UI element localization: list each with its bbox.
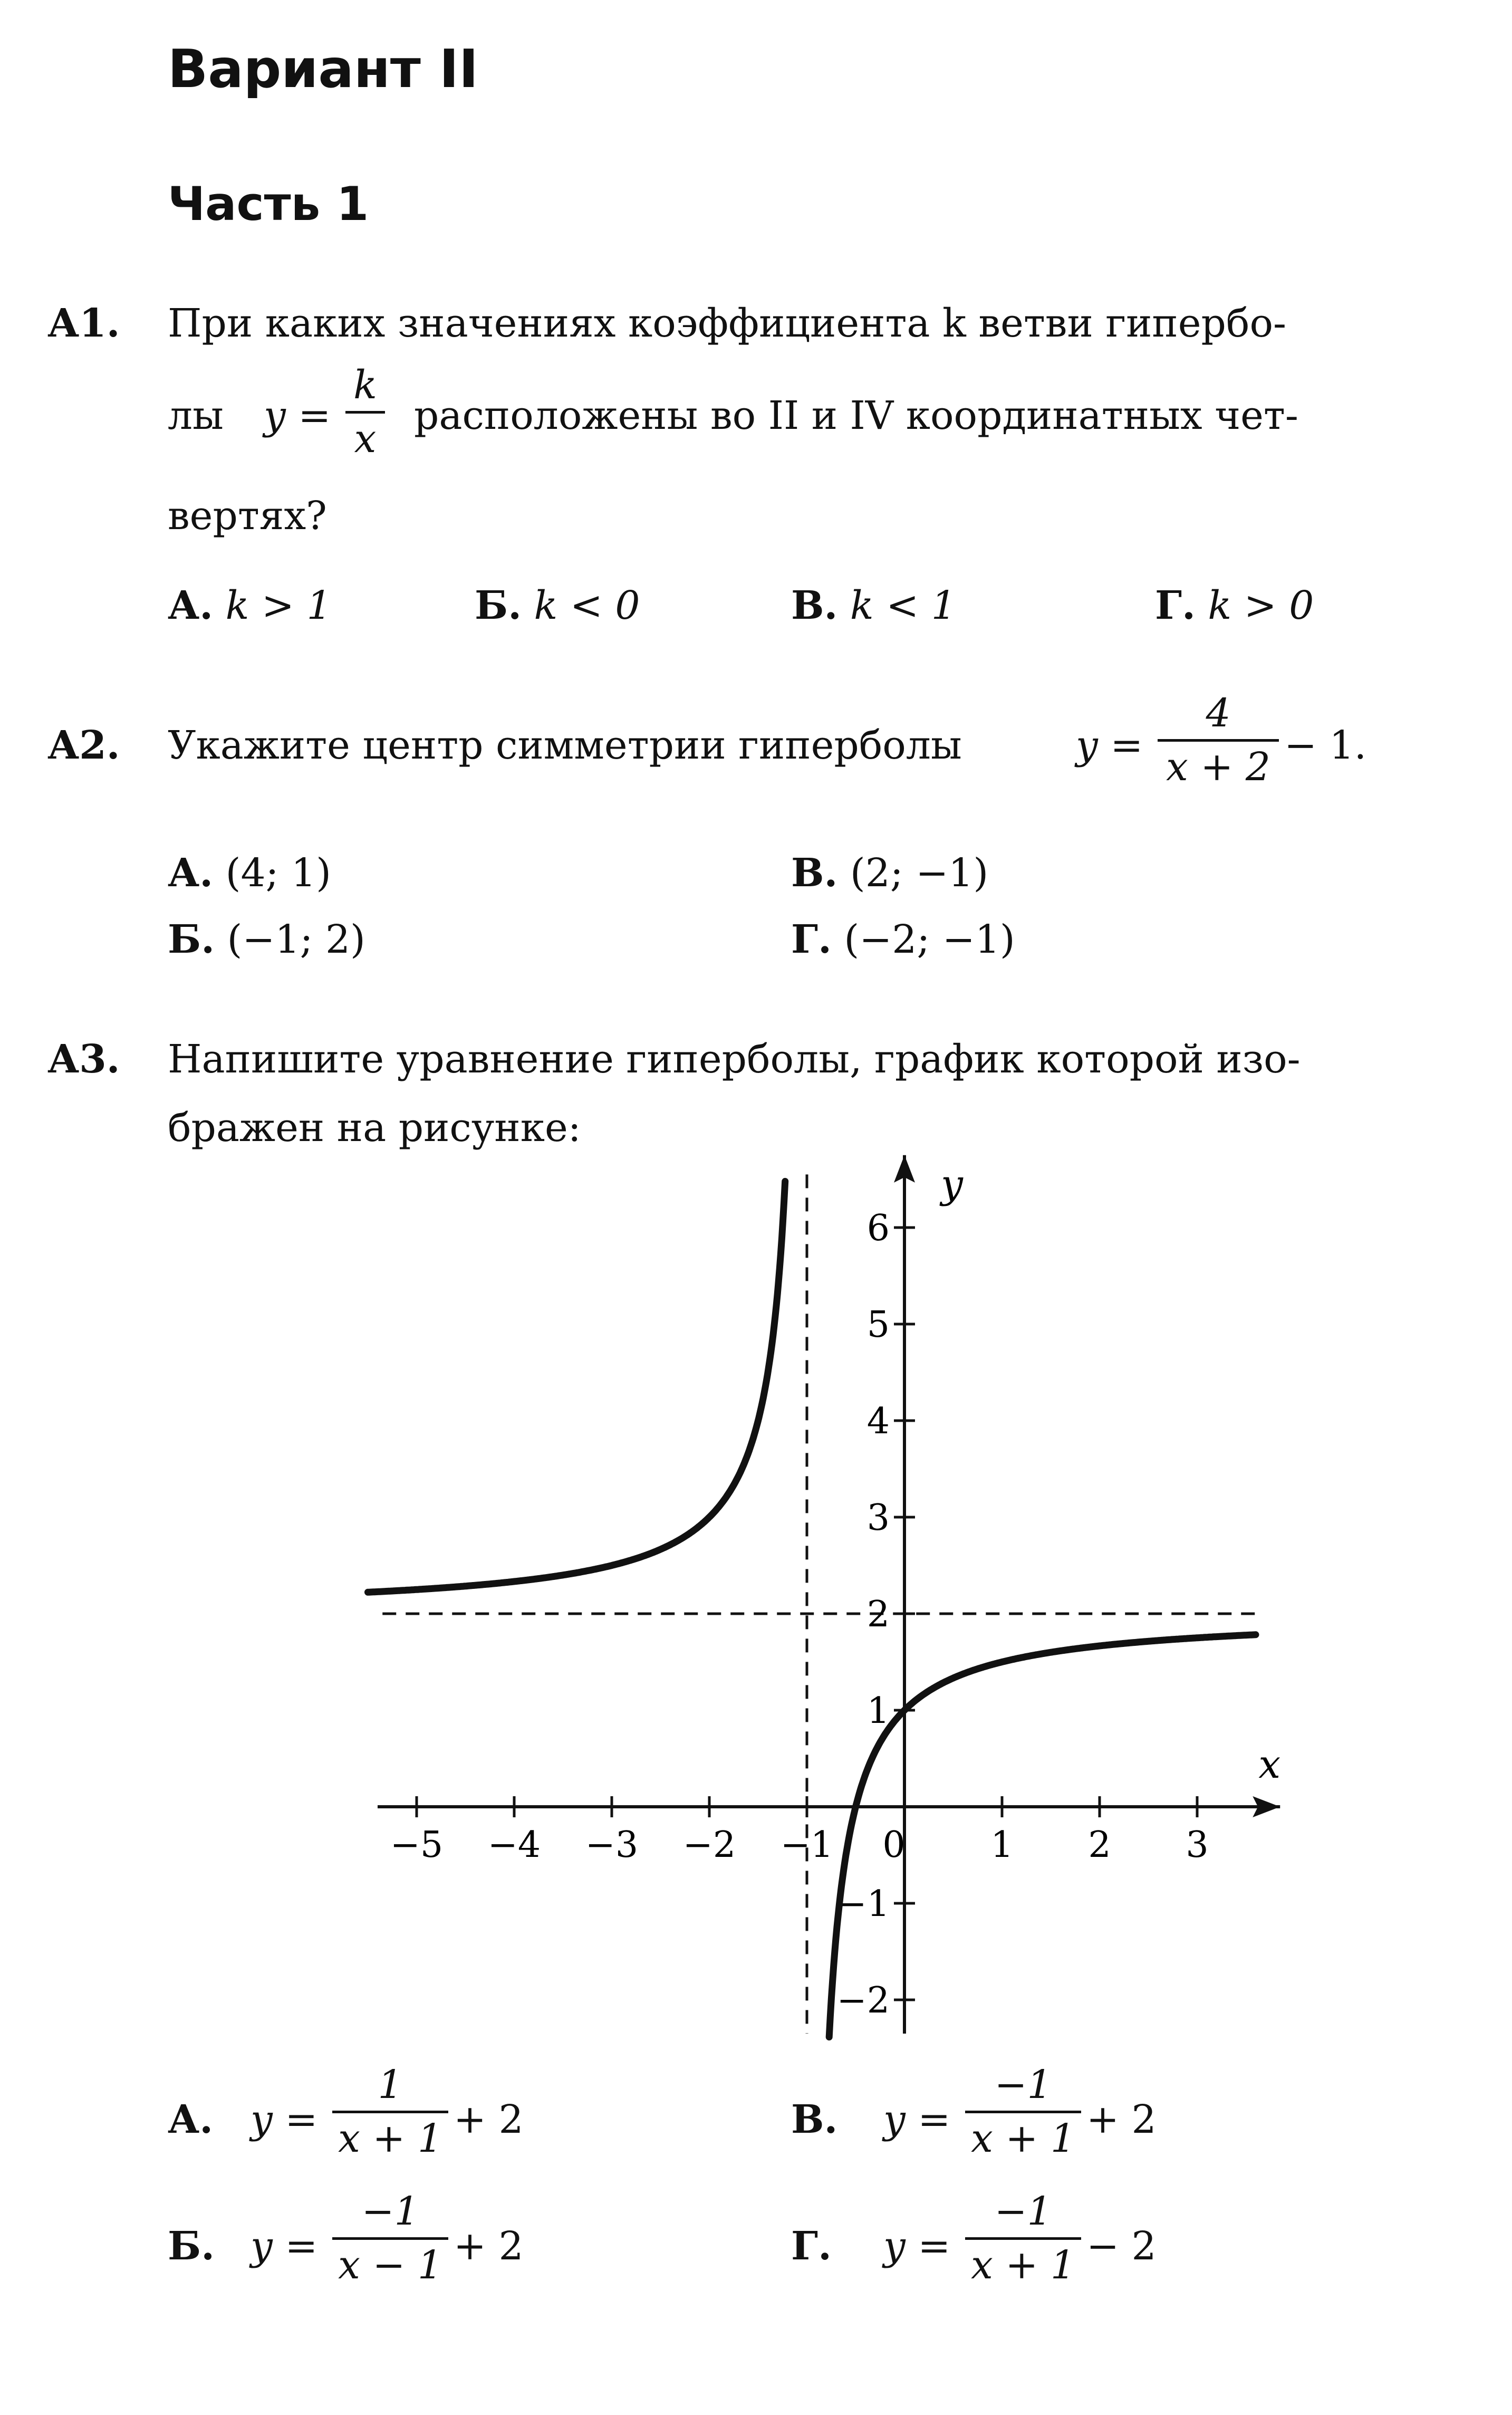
q1-line2-post: расположены во II и IV координатных чет- xyxy=(414,393,1298,438)
y-tick-label: −1 xyxy=(836,1883,890,1925)
x-tick-label: −4 xyxy=(487,1824,541,1866)
x-tick-label: −2 xyxy=(682,1824,736,1866)
q3-option-b-fraction: −1 x − 1 xyxy=(332,2189,448,2288)
q3-option-b-letter: Б. xyxy=(168,2224,215,2269)
q3-option-b-yeq: y = xyxy=(251,2224,318,2269)
variant-title: Вариант II xyxy=(168,38,479,100)
q3-option-v-tail: + 2 xyxy=(1086,2097,1157,2142)
q3-option-b-tail: + 2 xyxy=(454,2224,524,2269)
q1-line3: вертях? xyxy=(168,493,327,539)
q2-option-v: В. (2; −1) xyxy=(791,850,989,896)
x-tick-label: 3 xyxy=(1186,1824,1209,1866)
q2-frac-num: 4 xyxy=(1206,691,1231,736)
q3-option-v-yeq: y = xyxy=(883,2097,951,2142)
q3-option-g-yeq: y = xyxy=(883,2224,951,2269)
q1-y-eq: y = xyxy=(264,393,331,438)
y-axis-label: y xyxy=(941,1161,963,1207)
x-tick-label: −1 xyxy=(780,1824,834,1866)
q2-option-a: А. (4; 1) xyxy=(168,850,331,896)
y-tick-label: 4 xyxy=(866,1401,890,1442)
y-tick-label: 5 xyxy=(866,1304,890,1346)
q3-option-g-tail: − 2 xyxy=(1086,2224,1157,2269)
part-title: Часть 1 xyxy=(168,177,369,231)
hyperbola-left-branch xyxy=(368,1181,785,1592)
q1-option-v: В. k < 1 xyxy=(791,583,956,628)
q2-frac-den: x + 2 xyxy=(1166,744,1270,790)
x-tick-label: 2 xyxy=(1088,1824,1111,1866)
q3-option-g-letter: Г. xyxy=(791,2224,832,2269)
x-tick-label: 1 xyxy=(990,1824,1014,1866)
q1-option-g: Г. k > 0 xyxy=(1155,583,1314,628)
x-axis-label: x xyxy=(1258,1742,1281,1787)
q3-option-a-fraction: 1 x + 1 xyxy=(332,2063,448,2161)
y-tick-label: 3 xyxy=(866,1497,890,1539)
q3-option-a-letter: А. xyxy=(168,2097,214,2142)
q3-option-a-yeq: y = xyxy=(251,2097,318,2142)
x-tick-label: −3 xyxy=(585,1824,639,1866)
q3-line1: Напишите уравнение гиперболы, график которой изо- xyxy=(168,1037,1301,1082)
q3-option-a-tail: + 2 xyxy=(454,2097,524,2142)
y-tick-label: 6 xyxy=(866,1207,890,1249)
q1-frac-den: x xyxy=(354,416,377,462)
q1-line1: При каких значениях коэффициента k ветви гипербо- xyxy=(168,301,1286,346)
x-tick-label: 0 xyxy=(882,1824,906,1866)
q1-option-b: Б. k < 0 xyxy=(475,583,640,628)
q2-tail: − 1. xyxy=(1284,723,1367,768)
q3-option-v-letter: В. xyxy=(791,2097,838,2142)
q3-option-v-fraction: −1 x + 1 xyxy=(965,2063,1081,2161)
q3-line2: бражен на рисунке: xyxy=(168,1105,581,1151)
q2-text: Укажите центр симметрии гиперболы xyxy=(168,723,962,768)
y-tick-label: 1 xyxy=(866,1690,890,1732)
q3-option-g-fraction: −1 x + 1 xyxy=(965,2189,1081,2288)
q2-y-eq: y = xyxy=(1076,723,1143,768)
q1-frac-num: k xyxy=(353,362,377,408)
q1-number: А1. xyxy=(47,301,120,346)
q1-line2-pre: лы xyxy=(168,393,224,438)
x-tick-label: −5 xyxy=(390,1824,444,1866)
q3-number: А3. xyxy=(47,1037,120,1082)
y-tick-label: 2 xyxy=(866,1594,890,1635)
y-tick-label: −2 xyxy=(836,1980,890,2021)
q2-number: А2. xyxy=(47,723,120,768)
q1-option-a: А. k > 1 xyxy=(168,583,332,628)
q2-option-b: Б. (−1; 2) xyxy=(168,917,365,962)
q2-option-g: Г. (−2; −1) xyxy=(791,917,1015,962)
